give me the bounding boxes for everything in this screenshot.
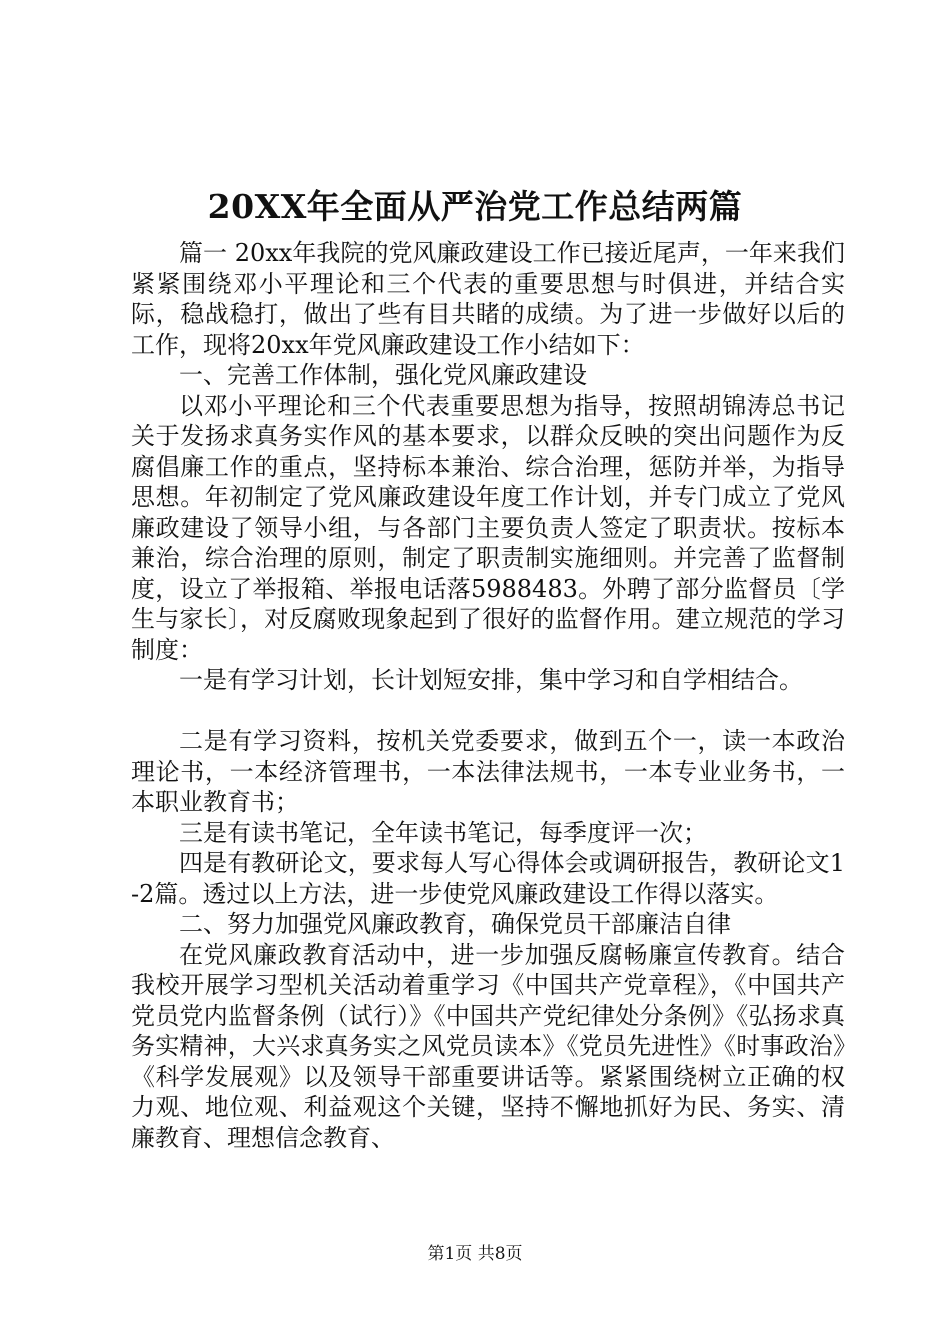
section-heading-1: 一、完善工作体制，强化党风廉政建设	[179, 361, 587, 389]
list-item-research-papers: 四是有教研论文，要求每人写心得体会或调研报告，教研论文1-2篇。透过以上方法，进一步使党风廉政建设工作得以落实。	[131, 849, 845, 908]
paragraph-guidance: 以邓小平理论和三个代表重要思想为指导，按照胡锦涛总书记关于发扬求真务实作风的基本要求，以群众反映的突出问题作为反腐倡廉工作的重点，坚持标本兼治、综合治理，惩防并举，为指导思想。年初制定了党风廉政建设年度工作计划，并专门成立了党风廉政建设了领导小组，与各部门主要负责人签定了职责状。按标本兼治，综合治理的原则，制定了职责制实施细则。并完善了监督制度，设立了举报箱、举报电话落5988483。外聘了部分监督员〔学生与家长〕，对反腐败现象起到了很好的监督作用。建立规范的学习制度：	[131, 391, 845, 664]
list-item-study-materials: 二是有学习资料，按机关党委要求，做到五个一，读一本政治理论书，一本经济管理书，一本法律法规书，一本专业业务书，一本职业教育书；	[131, 727, 845, 816]
document-title: 20XX年全面从严治党工作总结两篇	[207, 187, 743, 226]
document-body	[131, 238, 845, 1153]
section-heading-2: 二、努力加强党风廉政教育，确保党员干部廉洁自律	[179, 910, 731, 938]
list-item-study-plan: 一是有学习计划，长计划短安排，集中学习和自学相结合。	[179, 666, 803, 694]
list-item-reading-notes: 三是有读书笔记，全年读书笔记，每季度评一次；	[179, 818, 707, 847]
page-number-footer: 第1页 共8页	[427, 1244, 523, 1264]
paragraph-education: 在党风廉政教育活动中，进一步加强反腐畅廉宣传教育。结合我校开展学习型机关活动着重学习《中国共产党章程》，《中国共产党员党内监督条例（试行）》《中国共产党纪律处分条例》《弘扬求真务实精神，大兴求真务实之风党员读本》《党员先进性》《时事政治》《科学发展观》以及领导干部重要讲话等。紧紧围绕树立正确的权力观、地位观、利益观这个关键，坚持不懈地抓好为民、务实、清廉教育、理想信念教育、	[131, 940, 845, 1152]
paragraph-intro: 篇一 20xx年我院的党风廉政建设工作已接近尾声，一年来我们紧紧围绕邓小平理论和三个代表的重要思想与时俱进，并结合实际，稳战稳打，做出了些有目共睹的成绩。为了进一步做好以后的工作，现将20xx年党风廉政建设工作小结如下：	[131, 239, 845, 359]
